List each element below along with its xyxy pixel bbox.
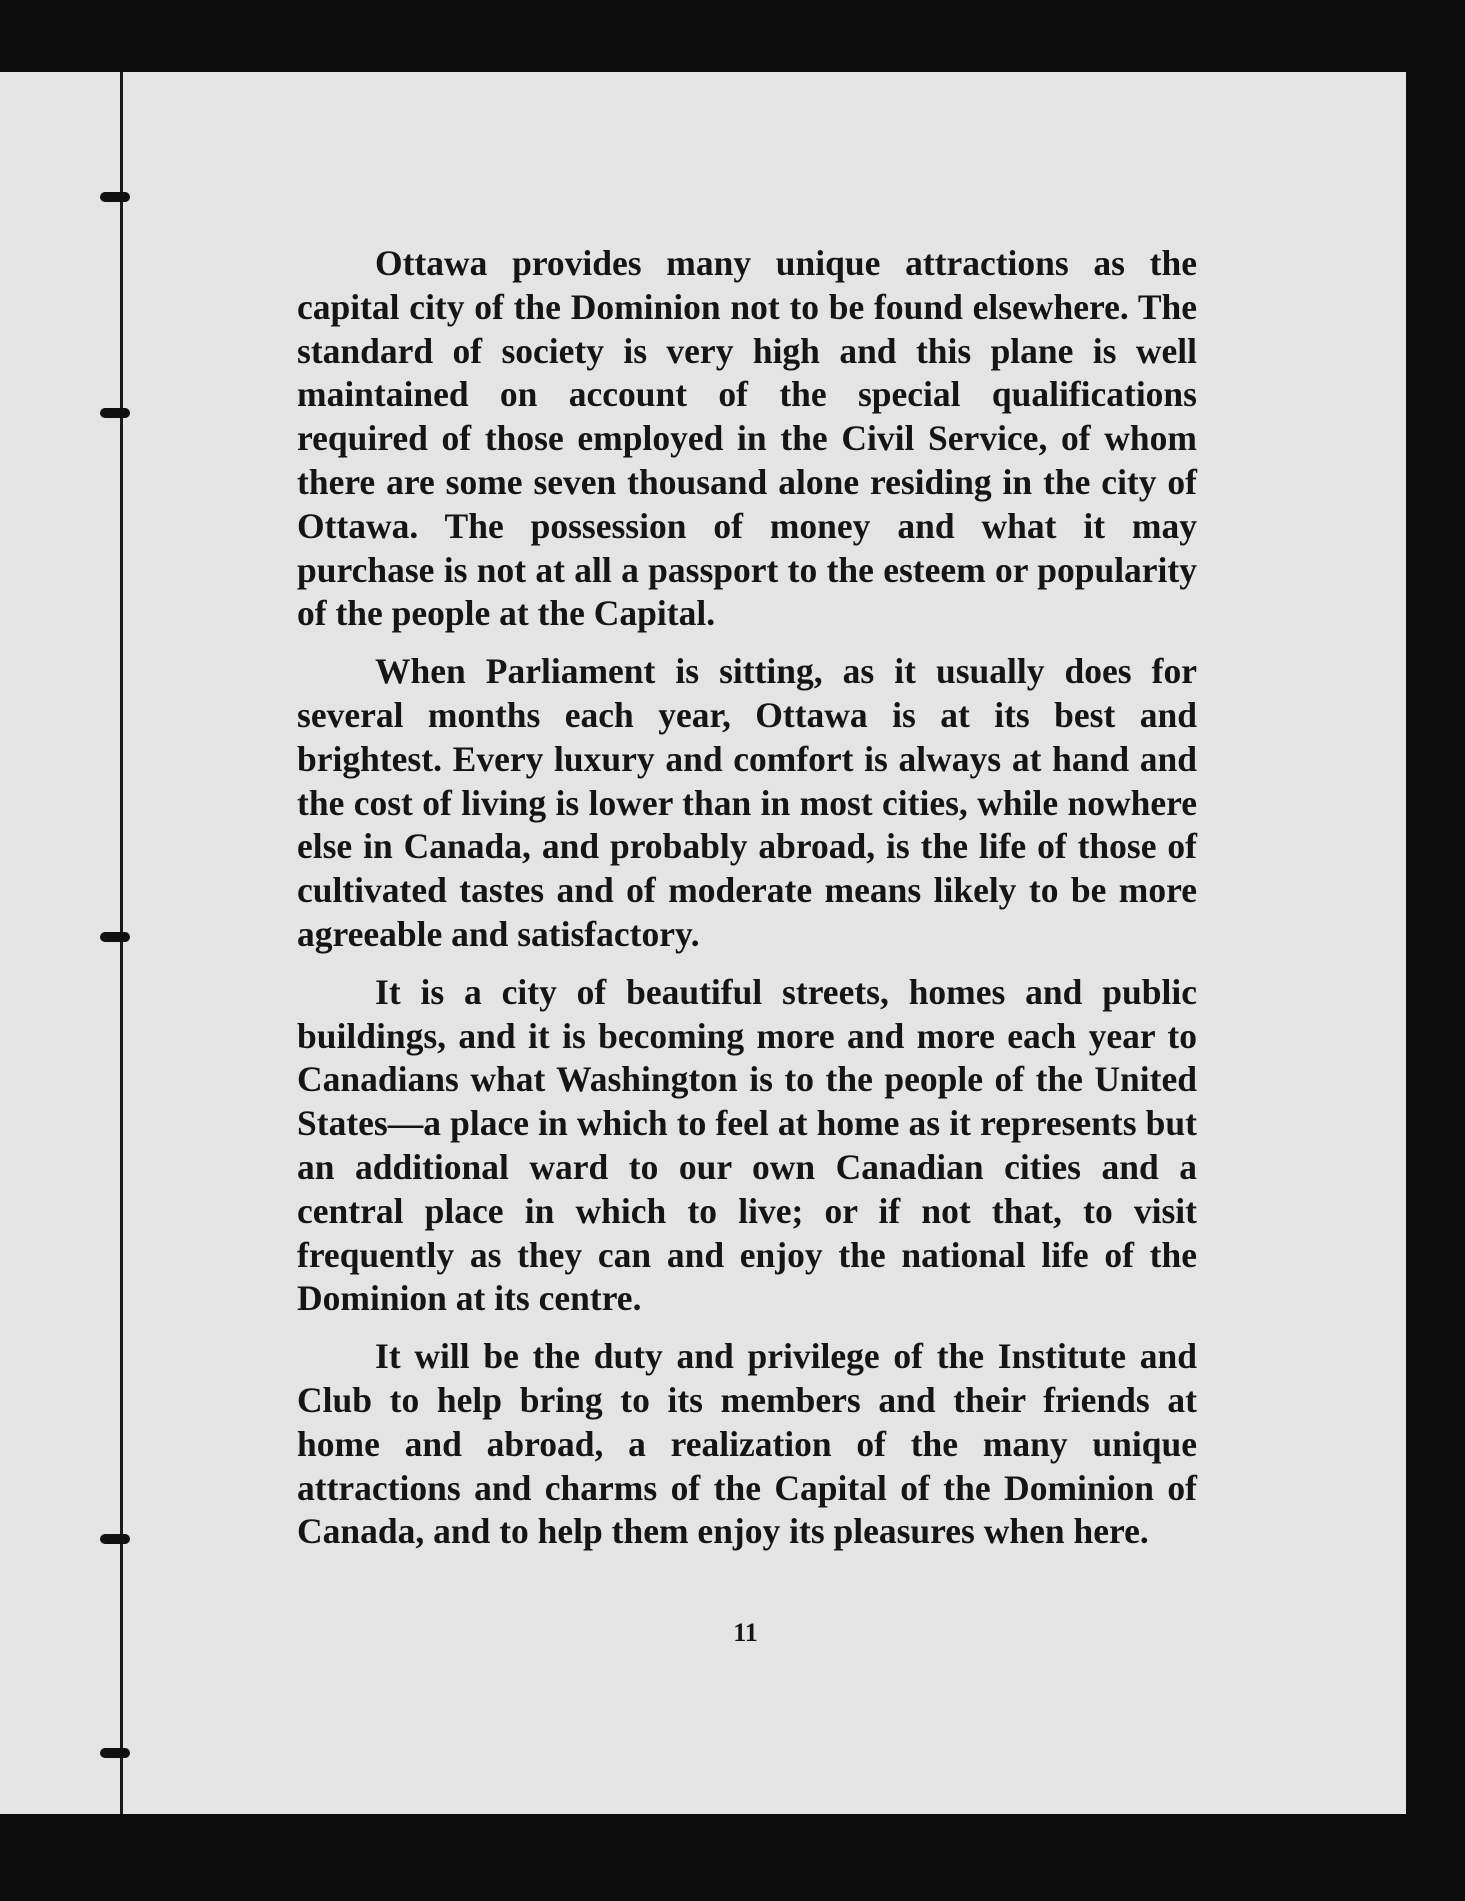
paragraph-1: Ottawa provides many unique attractions as the capital city of the Dominion not to be found elsewhere. The standard of society is very high and this plane is well maintained on account of the special qualifications required of those employed in the Civil Service, of whom there are some seven thousand alone residing in the city of Ottawa. The possession of money and what it may purchase is not at all a passport to the esteem or popularity of the people at the Capital.	[297, 243, 1197, 634]
page-number: 11	[733, 1618, 758, 1647]
binding-edge	[114, 72, 130, 1814]
paragraph-2: When Parliament is sitting, as it usually does for several months each year, Ottawa is at its best and brightest. Every luxury and comfort is always at hand and the cost of living is lower than in most cities, while nowhere else in Canada, and probably abroad, is the life of those of cultivated tastes and of moderate means likely to be more agreeable and satisfactory.	[297, 651, 1197, 954]
binding-line	[120, 72, 123, 1814]
binding-stitch	[100, 1748, 130, 1758]
binding-stitch	[100, 408, 130, 418]
binding-stitch	[100, 1534, 130, 1544]
paragraph-4: It will be the duty and privilege of the Institute and Club to help bring to its members and their friends at home and abroad, a realization of the many unique attractions and charms of the Capital of the Dominion of Canada, and to help them enjoy its pleasures when here.	[297, 1336, 1197, 1552]
binding-stitch	[100, 932, 130, 942]
binding-stitch	[100, 192, 130, 202]
paragraph-3: It is a city of beautiful streets, homes and public buildings, and it is becoming more and more each year to Canadians what Washington is to the people of the United States—a place in which to feel at home as it represents but an additional ward to our own Canadian cities and a central place in which to live; or if not that, to visit frequently as they can and enjoy the national life of the Dominion at its centre.	[297, 971, 1197, 1319]
body-text	[297, 242, 1197, 1568]
